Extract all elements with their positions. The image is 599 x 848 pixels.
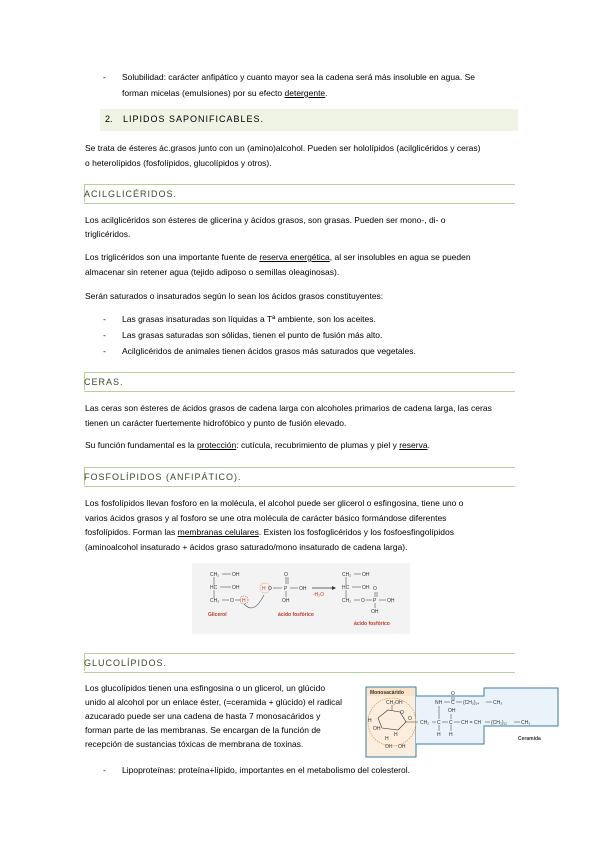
svg-text:O: O — [400, 710, 404, 716]
section-rule-top — [84, 467, 515, 468]
section-rule-bottom — [84, 203, 515, 204]
gluco-line3: azucarado puede ser una cadena de hasta 7 monosacáridos y — [85, 711, 321, 721]
svg-text:CH₂: CH₂ — [210, 572, 220, 578]
ceras-p2: Su función fundamental es la protección: cutícula, recubrimiento de plumas y piel y reserva. — [85, 440, 430, 450]
svg-text:OH: OH — [373, 726, 381, 732]
svg-text:OH: OH — [232, 585, 240, 591]
svg-text:CH₃: CH₃ — [493, 700, 503, 706]
fosfo-line1: Los fosfolípidos llevan fosforo en la molécula, el alcohol puede ser glicerol o esfingosina, tiene uno o — [85, 498, 464, 508]
acil-bullet-2: Las grasas saturadas son sólidas, tienen el punto de fusión más alto. — [122, 330, 383, 340]
svg-text:OH: OH — [362, 572, 370, 578]
list-dash: - — [103, 330, 106, 340]
svg-text:H: H — [262, 586, 266, 592]
membranas-celulares-link: membranas celulares — [177, 527, 259, 537]
svg-text:O: O — [361, 598, 365, 604]
svg-text:ácido fosfórico: ácido fosfórico — [278, 612, 314, 618]
svg-text:H: H — [368, 718, 372, 724]
svg-text:H: H — [449, 732, 453, 738]
svg-text:C: C — [437, 720, 441, 726]
acil-bullet-1: Las grasas insaturadas son líquidas a Tª ambiente, son los aceites. — [122, 314, 376, 324]
list-dash: - — [103, 346, 106, 356]
svg-text:OH: OH — [398, 744, 406, 750]
ceras-p1-line1: Las ceras son ésteres de ácidos grasos de cadena larga con alcoholes primarios de cadena larga, las ceras — [85, 403, 492, 413]
acil-p2-line1: Los triglicéridos son una importante fuente de reserva energética, al ser insolubles en agua se pueden — [85, 252, 471, 262]
section-rule-bottom — [84, 391, 515, 392]
section-2-heading — [100, 109, 518, 131]
solubility-line1: Solubilidad: carácter anfipático y cuanto mayor sea la cadena será más insoluble en agua. Se — [122, 72, 475, 82]
svg-text:OH: OH — [371, 609, 379, 615]
section-rule-bottom — [84, 486, 515, 487]
gluco-line5: recepción de sustancias tóxicas de membrana de toxinas. — [85, 739, 304, 749]
svg-text:Ceramida: Ceramida — [518, 736, 541, 742]
glucolipidos-heading: GLUCOLÍPIDOS. — [84, 658, 168, 668]
svg-text:OH: OH — [282, 598, 290, 604]
fosfo-line3: fosfolípidos. Forman las membranas celulares. Existen los fosfoglicéridos y los fosfoesfingolípidos — [85, 527, 455, 537]
svg-text:CH₂: CH₂ — [210, 598, 220, 604]
svg-text:H: H — [385, 736, 389, 742]
svg-text:CH₂OH: CH₂OH — [386, 700, 403, 706]
proteccion-link: protección — [197, 440, 237, 450]
list-dash: - — [103, 72, 106, 82]
fosfolipidos-heading: FOSFOLÍPIDOS (ANFIPÁTICO). — [84, 472, 242, 482]
list-dash: - — [103, 314, 106, 324]
svg-text:CH = CH: CH = CH — [461, 720, 482, 726]
svg-text:OH: OH — [232, 572, 240, 578]
svg-text:Glicerol: Glicerol — [208, 612, 227, 618]
svg-text:C: C — [449, 720, 453, 726]
fosfo-line2: varios ácidos grasos y al fosforo se une otra molécula de carácter básico formándose diferentes — [85, 513, 447, 523]
svg-text:H: H — [394, 732, 398, 738]
gluco-line4: forman parte de las membranas. Se encargan de la función de — [85, 725, 321, 735]
svg-text:OH: OH — [385, 744, 393, 750]
acilgliceridos-heading: ACILGLICÉRIDOS. — [84, 189, 178, 199]
acil-p1-line1: Los acilglicéridos son ésteres de glicerina y ácidos grasos, son grasas. Pueden ser mono-, di- o — [85, 215, 446, 225]
acil-p1-line2: triglicéridos. — [85, 229, 131, 239]
svg-text:H: H — [437, 732, 441, 738]
ceras-p1-line2: tienen un carácter fuertemente hidrofóbico y punto de fusión elevado. — [85, 418, 347, 428]
svg-text:ácido fosfórico: ácido fosfórico — [354, 621, 390, 627]
svg-text:O: O — [230, 598, 234, 604]
gluco-line1: Los glucolípidos tienen una esfingosina o un glicerol, un glúcido — [85, 683, 326, 693]
svg-text:Monosacárido: Monosacárido — [370, 690, 404, 696]
section-title: LIPIDOS SAPONIFICABLES. — [123, 114, 265, 124]
intro-line1: Se trata de ésteres ác.grasos junto con un (amino)alcohol. Pueden ser hololípidos (acilglicéridos y ceras) — [85, 143, 481, 153]
svg-text:H: H — [242, 598, 246, 604]
svg-text:P: P — [284, 586, 288, 592]
esterification-figure — [192, 563, 410, 634]
svg-text:OH: OH — [387, 598, 395, 604]
svg-text:O: O — [408, 716, 412, 722]
svg-text:-H₂O: -H₂O — [313, 592, 325, 598]
svg-text:(CH₂)₁₂: (CH₂)₁₂ — [491, 720, 508, 726]
svg-text:HC: HC — [342, 585, 350, 591]
svg-text:(CH₂)₁₄: (CH₂)₁₄ — [463, 700, 480, 706]
svg-text:O: O — [451, 691, 455, 697]
svg-text:OH: OH — [299, 586, 307, 592]
section-rule-bottom — [84, 672, 515, 673]
svg-text:O: O — [268, 586, 272, 592]
gluco-line2: unido al alcohol por un enlace éster, (=ceramida + glúcido) el radical — [85, 697, 343, 707]
acil-bullet-3: Acilglicéridos de animales tienen ácidos grasos más saturados que vegetales. — [122, 346, 416, 356]
svg-text:C: C — [451, 700, 455, 706]
solubility-line2: forman micelas (emulsiones) por su efecto detergente. — [122, 88, 328, 98]
svg-text:CH₂: CH₂ — [342, 572, 352, 578]
svg-text:P: P — [373, 598, 377, 604]
svg-text:CH₂: CH₂ — [420, 720, 430, 726]
list-dash: - — [103, 765, 106, 775]
acil-p2-line2: almacenar sin retener agua (tejido adiposo o semillas oleaginosas). — [85, 267, 340, 277]
svg-text:NH: NH — [435, 700, 443, 706]
svg-text:O: O — [373, 586, 377, 592]
acil-p3: Serán saturados o insaturados según lo sean los ácidos grasos constituyentes: — [85, 291, 384, 301]
svg-text:OH: OH — [448, 708, 456, 714]
svg-text:OH: OH — [362, 585, 370, 591]
section-rule-top — [84, 653, 515, 654]
glycolipid-figure — [364, 684, 560, 764]
section-rule-top — [84, 184, 515, 185]
section-number: 2. — [105, 114, 113, 124]
lipoproteins-bullet: Lipoproteínas: proteína+lípido, importantes en el metabolismo del colesterol. — [122, 765, 410, 775]
detergente-link: detergente — [284, 88, 326, 98]
svg-text:CH₂: CH₂ — [342, 598, 352, 604]
intro-line2: o heterolípidos (fosfolípidos, glucolípidos y otros). — [85, 158, 272, 168]
esterification-diagram — [192, 563, 410, 634]
glycolipid-diagram — [364, 684, 560, 764]
ceras-heading: CERAS. — [84, 377, 124, 387]
svg-text:HC: HC — [210, 585, 218, 591]
svg-text:O: O — [284, 572, 288, 578]
svg-text:CH₃: CH₃ — [521, 720, 531, 726]
reserva-energetica-link: reserva energética — [259, 252, 330, 262]
reserva-link: reserva — [399, 440, 428, 450]
section-rule-top — [84, 372, 515, 373]
fosfo-line4: (aminoalcohol insaturado + ácidos graso saturado/mono insaturado de cadena larga). — [85, 542, 408, 552]
